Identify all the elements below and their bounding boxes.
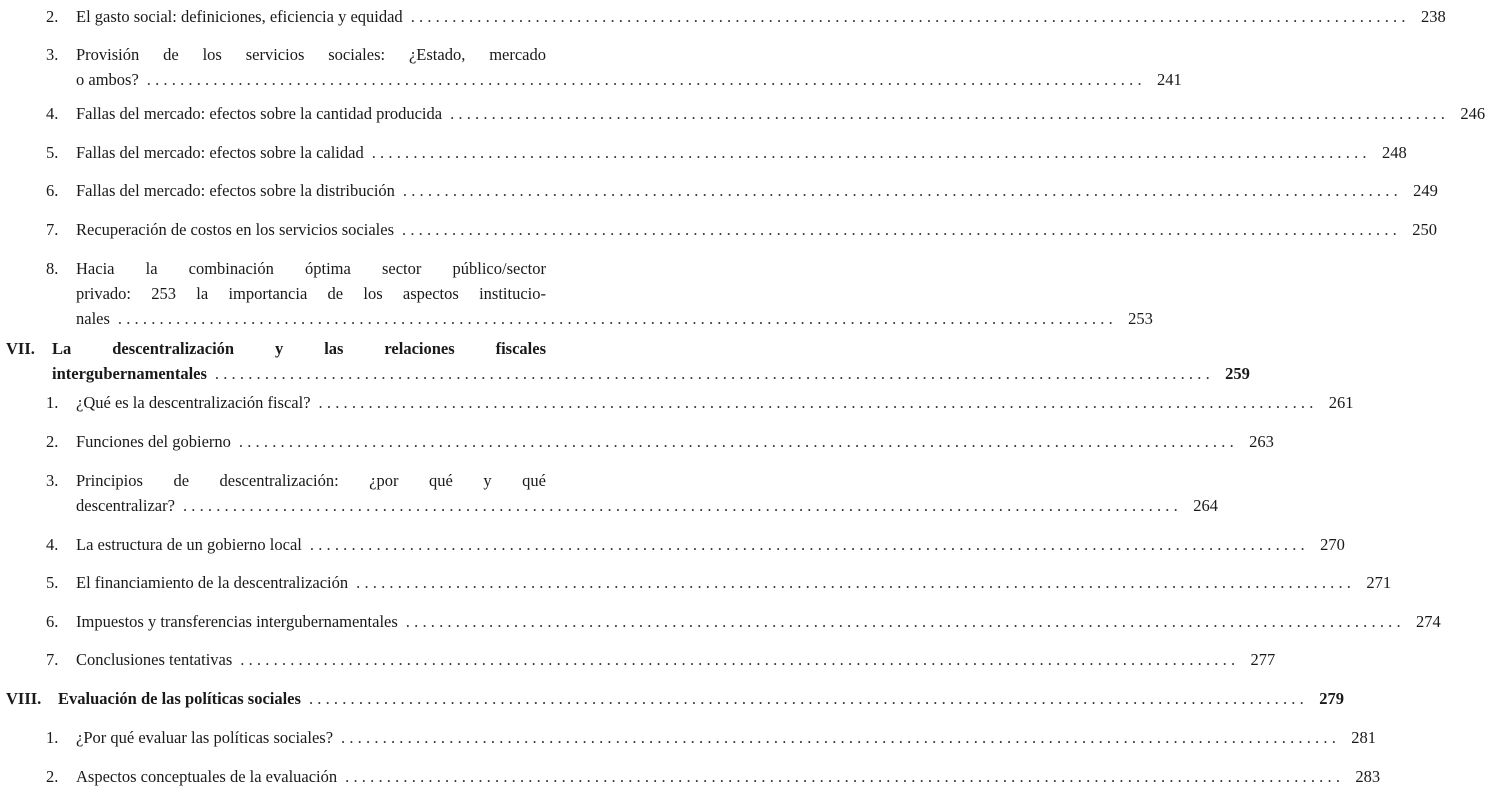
entry-title-line: Provisión de los servicios sociales: ¿Estado, mercado — [76, 45, 546, 64]
entry-title-line: privado: 253 la importancia de los aspectos institucio- — [76, 284, 546, 303]
entry-title-line: La descentralización y las relaciones fiscales — [52, 339, 546, 358]
entry-number: 6. — [46, 612, 59, 631]
entry-title-line: Impuestos y transferencias intergubernamentales — [76, 612, 398, 631]
page-number: 283 — [1355, 767, 1381, 786]
page-number: 250 — [1412, 220, 1437, 239]
entry-number: 5. — [46, 573, 59, 592]
dot-leader: ........................................................................................................................ — [308, 689, 1308, 708]
entry-number: 3. — [46, 471, 59, 490]
entry-number: VII. — [6, 339, 35, 358]
entry-title-line: Aspectos conceptuales de la evaluación — [76, 767, 338, 786]
page-number: 270 — [1320, 535, 1345, 554]
entry-title-line: descentralizar? — [76, 496, 175, 515]
dot-leader: ........................................................................................................................ — [450, 104, 1450, 123]
entry-number: 8. — [46, 259, 59, 278]
page-number: 279 — [1319, 689, 1344, 708]
page-number: 281 — [1351, 728, 1377, 747]
entry-title-line: Principios de descentralización: ¿por qué y qué — [76, 471, 546, 490]
entry-title-line: ¿Por qué evaluar las políticas sociales? — [76, 728, 334, 747]
page-number: 261 — [1328, 393, 1354, 412]
dot-leader: ........................................................................................................................ — [402, 220, 1401, 239]
page-number: 271 — [1366, 573, 1392, 592]
dot-leader: ........................................................................................................................ — [238, 432, 1238, 451]
entry-number: 2. — [46, 432, 59, 451]
entry-title-line: Recuperación de costos en los servicios sociales — [76, 220, 394, 239]
entry-number: 2. — [46, 7, 59, 26]
page-number: 274 — [1416, 612, 1441, 631]
page-number: 264 — [1193, 496, 1218, 515]
entry-title-line: Funciones del gobierno — [76, 432, 231, 451]
dot-leader: ........................................................................................................................ — [146, 70, 1146, 89]
entry-title-line: Fallas del mercado: efectos sobre la calidad — [76, 143, 364, 162]
entry-number: 1. — [46, 393, 59, 412]
dot-leader: ........................................................................................................................ — [318, 393, 1318, 412]
dot-leader: ........................................................................................................................ — [341, 728, 1341, 747]
entry-number: 4. — [46, 535, 59, 554]
dot-leader: ........................................................................................................................ — [371, 143, 1371, 162]
page-number: 249 — [1413, 181, 1438, 200]
dot-leader: ........................................................................................................................ — [117, 309, 1117, 328]
dot-leader: ........................................................................................................................ — [402, 181, 1402, 200]
page-number: 253 — [1128, 309, 1153, 328]
entry-title-line: El gasto social: definiciones, eficiencia y equidad — [76, 7, 403, 26]
dot-leader: ........................................................................................................................ — [410, 7, 1410, 26]
entry-title-line: Fallas del mercado: efectos sobre la cantidad producida — [76, 104, 443, 123]
entry-title-line: intergubernamentales — [52, 364, 207, 383]
entry-number: 7. — [46, 220, 59, 239]
dot-leader: ........................................................................................................................ — [214, 364, 1214, 383]
entry-title-line: Conclusiones tentativas — [76, 650, 233, 669]
entry-title-line: ¿Qué es la descentralización fiscal? — [76, 393, 311, 412]
dot-leader: ........................................................................................................................ — [182, 496, 1182, 515]
entry-title-line: El financiamiento de la descentralización — [76, 573, 349, 592]
dot-leader: ........................................................................................................................ — [309, 535, 1309, 554]
entry-number: 7. — [46, 650, 59, 669]
dot-leader: ........................................................................................................................ — [345, 767, 1345, 786]
entry-number: VIII. — [6, 689, 42, 708]
dot-leader: ........................................................................................................................ — [405, 612, 1405, 631]
entry-number: 6. — [46, 181, 59, 200]
entry-title-line: La estructura de un gobierno local — [76, 535, 302, 554]
entry-number: 2. — [46, 767, 59, 786]
page-number: 263 — [1249, 432, 1274, 451]
entry-title-line: Evaluación de las políticas sociales — [58, 689, 301, 708]
page-number: 241 — [1157, 70, 1182, 89]
entry-title-line: Fallas del mercado: efectos sobre la distribución — [76, 181, 395, 200]
dot-leader: ........................................................................................................................ — [240, 650, 1240, 669]
page-number: 277 — [1250, 650, 1276, 669]
page-number: 238 — [1420, 7, 1446, 26]
page-number: 259 — [1225, 364, 1250, 383]
dot-leader: ........................................................................................................................ — [356, 573, 1356, 592]
entry-number: 3. — [46, 45, 59, 64]
entry-number: 5. — [46, 143, 59, 162]
entry-title-line: nales — [76, 309, 110, 328]
entry-title-line: Hacia la combinación óptima sector público/sector — [76, 259, 546, 278]
entry-title-line: o ambos? — [76, 70, 139, 89]
entry-number: 4. — [46, 104, 59, 123]
entry-number: 1. — [46, 728, 59, 747]
page-number: 248 — [1381, 143, 1407, 162]
page-number: 246 — [1460, 104, 1485, 123]
